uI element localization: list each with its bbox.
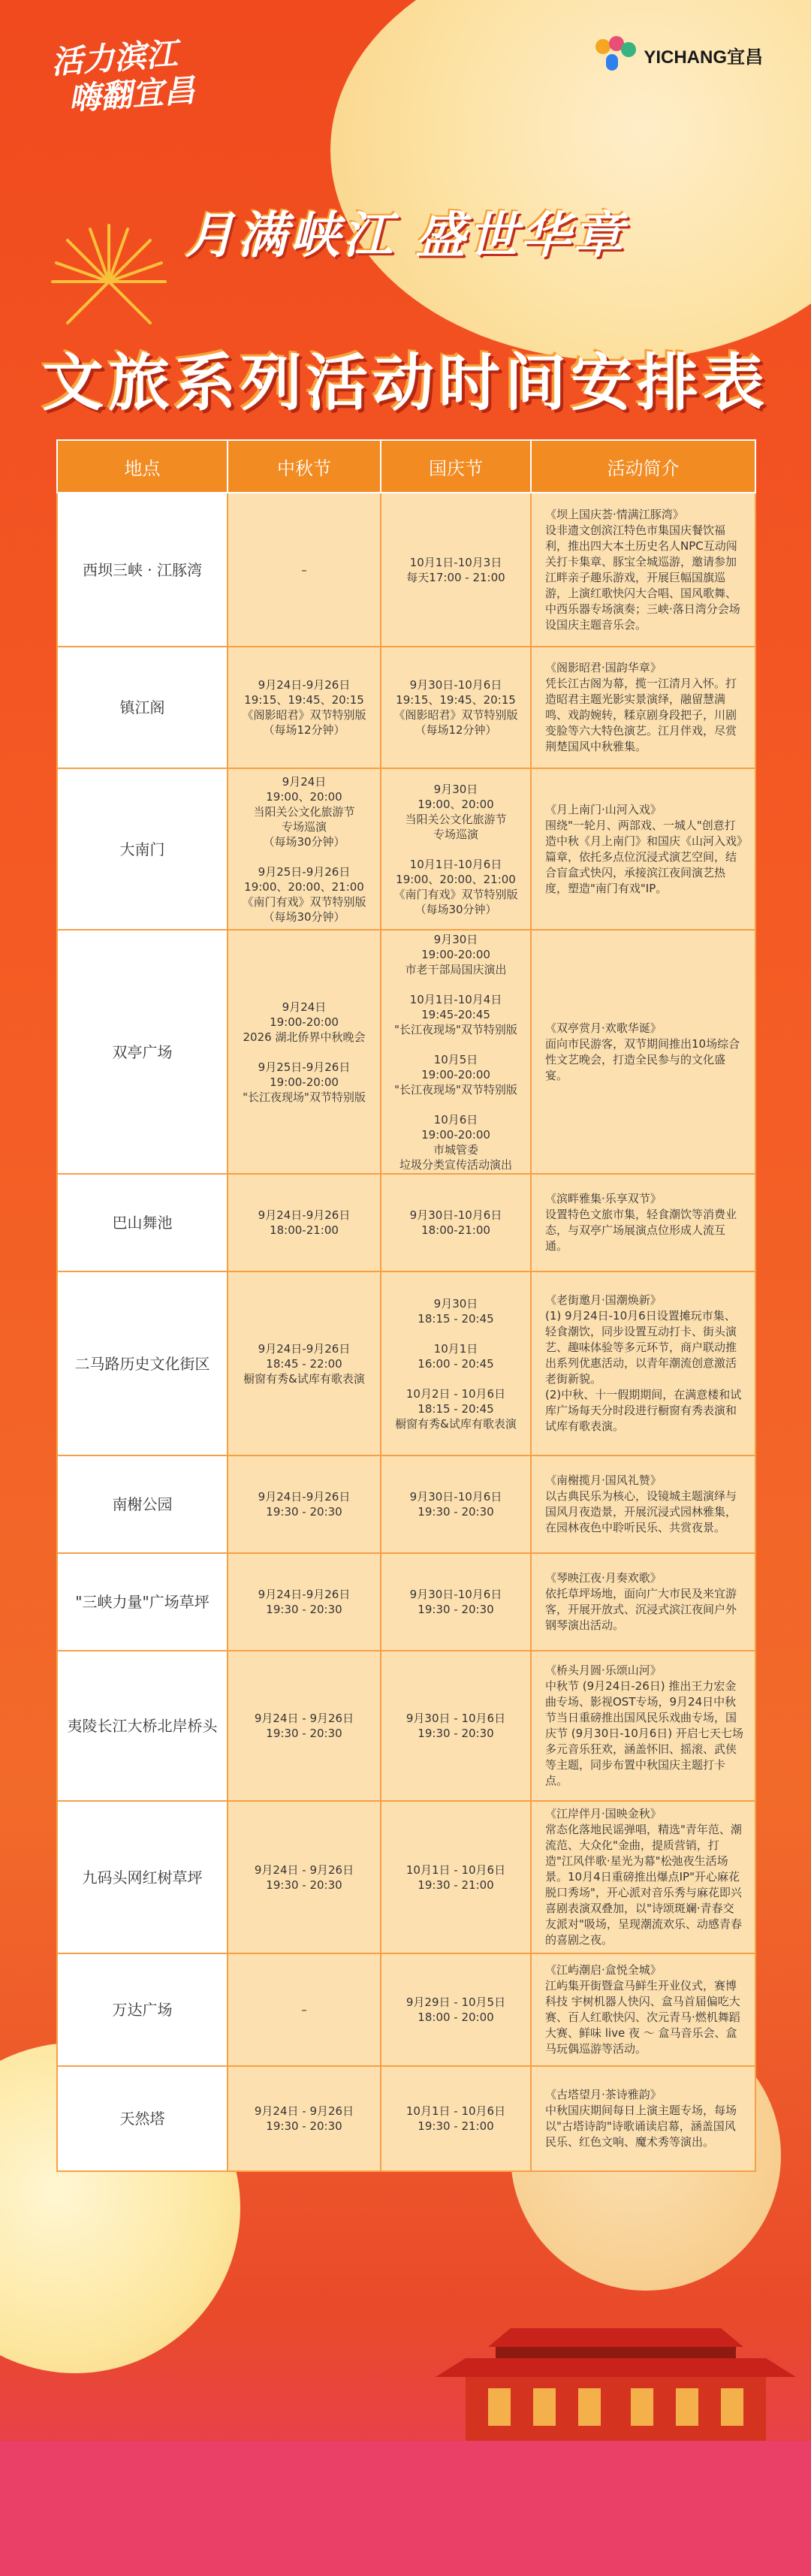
midautumn-cell: –: [228, 493, 381, 647]
description-cell: 《桥头月圆·乐颂山河》 中秋节 (9月24日-26日) 推出王力宏金曲专场、影视OST专场，9月24日中秋节当日重磅推出国风民乐戏曲专场，国庆节 (9月30日-10月6日) 开启七天七场多元音乐狂欢，涵盖怀旧、摇滚、武侠等主题，同步布置中秋国庆主题打卡点。: [531, 1651, 755, 1801]
moon-phase-icon: [578, 2478, 646, 2546]
description-cell: 《江岸伴月·国映金秋》 常态化落地民谣弹唱，精选"青年范、潮流范、大众化"金曲，提质营销，打造"江风伴歌·星光为幕"松弛夜生活场景。10月4日重磅推出爆点IP"开心麻花脱口秀场"，开心派对音乐秀与麻花即兴喜剧表演双叠加，以"诗颂斑斓·青春交友派对"吸场，呈现潮流欢乐、动感青春的喜剧之夜。: [531, 1801, 755, 1953]
header-description: 活动简介: [531, 440, 755, 493]
description-cell: 《琴映江夜·月奏欢歌》 依托草坪场地，面向广大市民及来宜游客，开展开放式、沉浸式滨江夜间户外钢琴演出活动。: [531, 1553, 755, 1651]
moon-phase-icon: [436, 2478, 503, 2546]
national-cell: 9月30日 18:15 - 20:45 10月1日 16:00 - 20:45 10月2日 - 10月6日 18:15 - 20:45 橱窗有秀&试库有歌表演: [381, 1271, 531, 1455]
table-row: [57, 2066, 755, 2171]
location-cell: 南榭公园: [57, 1455, 228, 1553]
location-cell: 天然塔: [57, 2066, 228, 2171]
midautumn-cell: 9月24日-9月26日 18:45 - 22:00 橱窗有秀&试库有歌表演: [228, 1271, 381, 1455]
location-cell: 大南门: [57, 768, 228, 930]
description-cell: 《坝上国庆荟·情满江豚湾》 设非遗文创滨江特色市集国庆餐饮福利，推出四大本土历史名人NPC互动闯关打卡集章、豚宝全城巡游，邀请参加江畔亲子趣乐游戏，开展巨幅国旗巡游，上演红歌快闪大合唱、国风歌舞、中西乐器专场演奏；三峡·落日湾分会场设国庆主题音乐会。: [531, 493, 755, 647]
midautumn-cell: 9月24日 19:00-20:00 2026 湖北侨界中秋晚会 9月25日-9月26日 19:00-20:00 "长江夜现场"双节特别版: [228, 930, 381, 1174]
table-row: [57, 493, 755, 647]
description-cell: 《古塔望月·茶诗雅韵》 中秋国庆期间每日上演主题专场，每场以"古塔诗韵"诗歌诵读启幕，涵盖国风民乐、红色文响、魔术秀等演出。: [531, 2066, 755, 2171]
table-row: [57, 1455, 755, 1553]
location-cell: 镇江阁: [57, 647, 228, 768]
national-cell: 9月29日 - 10月5日 18:00 - 20:00: [381, 1953, 531, 2066]
midautumn-cell: –: [228, 1953, 381, 2066]
description-cell: 《阁影昭君·国韵华章》 凭长江古阁为幕，揽一江清月入怀。打造昭君主题光影实景演绎，融留慧满鸣、戏韵婉转，糅京剧身段把子，川剧变脸等六大特色演艺。江月伴戏，尽赏荆楚国风中秋雅集。: [531, 647, 755, 768]
midautumn-cell: 9月24日-9月26日 19:15、19:45、20:15 《阁影昭君》双节特别版 （每场12分钟）: [228, 647, 381, 768]
slogan-logo: [50, 35, 197, 119]
header-midautumn: 中秋节: [228, 440, 381, 493]
bottom-band: [0, 2441, 811, 2576]
location-cell: 九码头网红树草坪: [57, 1801, 228, 1953]
page-title: 月满峡江 盛世华章: [185, 207, 626, 264]
national-cell: 9月30日-10月6日 19:30 - 20:30: [381, 1553, 531, 1651]
table-row: [57, 1651, 755, 1801]
location-cell: 巴山舞池: [57, 1174, 228, 1271]
schedule-table: [56, 439, 756, 2172]
midautumn-cell: 9月24日 - 9月26日 19:30 - 20:30: [228, 1651, 381, 1801]
midautumn-cell: 9月24日 - 9月26日 19:30 - 20:30: [228, 1801, 381, 1953]
location-cell: 二马路历史文化街区: [57, 1271, 228, 1455]
location-cell: "三峡力量"广场草坪: [57, 1553, 228, 1651]
table-row: [57, 1271, 755, 1455]
yichang-logo: [595, 36, 763, 74]
national-cell: 9月30日 19:00、20:00 当阳关公文化旅游节 专场巡演 10月1日-10月6日 19:00、20:00、21:00 《南门有戏》双节特别版 （每场30分钟）: [381, 768, 531, 930]
midautumn-cell: 9月24日-9月26日 18:00-21:00: [228, 1174, 381, 1271]
location-cell: 双亭广场: [57, 930, 228, 1174]
location-cell: 夷陵长江大桥北岸桥头: [57, 1651, 228, 1801]
slogan-line1: 活力滨江: [50, 35, 179, 81]
table-row: [57, 768, 755, 930]
location-cell: 万达广场: [57, 1953, 228, 2066]
table-row: [57, 647, 755, 768]
description-cell: 《滨畔雅集·乐享双节》 设置特色文旅市集，轻食潮饮等消费业态，与双亭广场展演点位形成人流互通。: [531, 1174, 755, 1271]
moon-phase-icon: [150, 2478, 218, 2546]
location-cell: 西坝三峡 · 江豚湾: [57, 493, 228, 647]
table-row: [57, 1174, 755, 1271]
national-cell: 9月30日 - 10月6日 19:30 - 20:30: [381, 1651, 531, 1801]
page-subtitle: 文旅系列活动时间安排表: [41, 348, 769, 419]
description-cell: 《老街邀月·国潮焕新》 (1) 9月24日-10月6日设置摊玩市集、轻食潮饮，同步设置互动打卡、街头演艺、趣味体验等多元环节，商户联动推出系列优惠活动，以青年潮流创意激活老街新貌。 (2)中秋、十一假期期间，在满意楼和试库广场每天分时段进行橱窗有秀表演和试库有歌表演。: [531, 1271, 755, 1455]
logo-text: YICHANG宜昌: [644, 47, 763, 68]
palace-icon: [421, 2313, 811, 2441]
national-cell: 10月1日-10月3日 每天17:00 - 21:00: [381, 493, 531, 647]
table-row: [57, 1801, 755, 1953]
slogan-line2: 嗨翻宜昌: [68, 71, 197, 118]
table-row: [57, 930, 755, 1174]
midautumn-cell: 9月24日 - 9月26日 19:30 - 20:30: [228, 2066, 381, 2171]
table-row: [57, 1953, 755, 2066]
national-cell: 10月1日 - 10月6日 19:30 - 21:00: [381, 2066, 531, 2171]
yichang-logo-icon: [595, 36, 638, 74]
national-cell: 9月30日 19:00-20:00 市老干部局国庆演出 10月1日-10月4日 19:45-20:45 "长江夜现场"双节特别版 10月5日 19:00-20:00 "长江夜现场"双节特别版 10月6日 19:00-20:00 市城管委 垃圾分类宣传活动演出: [381, 930, 531, 1174]
national-cell: 10月1日 - 10月6日 19:30 - 21:00: [381, 1801, 531, 1953]
midautumn-cell: 9月24日-9月26日 19:30 - 20:30: [228, 1455, 381, 1553]
schedule-table-container: [56, 439, 755, 2172]
table-row: [57, 1553, 755, 1651]
national-cell: 9月30日-10月6日 18:00-21:00: [381, 1174, 531, 1271]
description-cell: 《南榭揽月·国风礼赞》 以古典民乐为核心，设镜城主题演绎与国风月夜造景，开展沉浸式园林雅集，在园林夜色中聆听民乐、共赏夜景。: [531, 1455, 755, 1553]
header-national: 国庆节: [381, 440, 531, 493]
national-cell: 9月30日-10月6日 19:15、19:45、20:15 《阁影昭君》双节特别版 （每场12分钟）: [381, 647, 531, 768]
national-cell: 9月30日-10月6日 19:30 - 20:30: [381, 1455, 531, 1553]
description-cell: 《月上南门·山河入戏》 围绕"一轮月、两部戏、一城人"创意打造中秋《月上南门》和国庆《山河入戏》篇章，依托多点位沉浸式演艺空间，结合盲盒式快闪，承接滨江夜间演艺热度，塑造"南门有戏"IP。: [531, 768, 755, 930]
midautumn-cell: 9月24日-9月26日 19:30 - 20:30: [228, 1553, 381, 1651]
midautumn-cell: 9月24日 19:00、20:00 当阳关公文化旅游节 专场巡演 （每场30分钟） 9月25日-9月26日 19:00、20:00、21:00 《南门有戏》双节特别版 （每场30分钟）: [228, 768, 381, 930]
description-cell: 《双亭赏月·欢歌华诞》 面向市民游客，双节期间推出10场综合性文艺晚会，打造全民参与的文化盛宴。: [531, 930, 755, 1174]
header-location: 地点: [57, 440, 228, 493]
description-cell: 《江屿潮启·盒悦全城》 江屿集开街暨盒马鲜生开业仪式，赛博科技 宇树机器人快闪、盒马首届偏吃大赛、百人红歌快闪、次元青马·燃机舞蹈大赛、鲜味 live 夜 ～ 盒马音乐会、盒马玩偶巡游等活动。: [531, 1953, 755, 2066]
moon-phase-icon: [293, 2478, 360, 2546]
table-header-row: [57, 440, 755, 493]
